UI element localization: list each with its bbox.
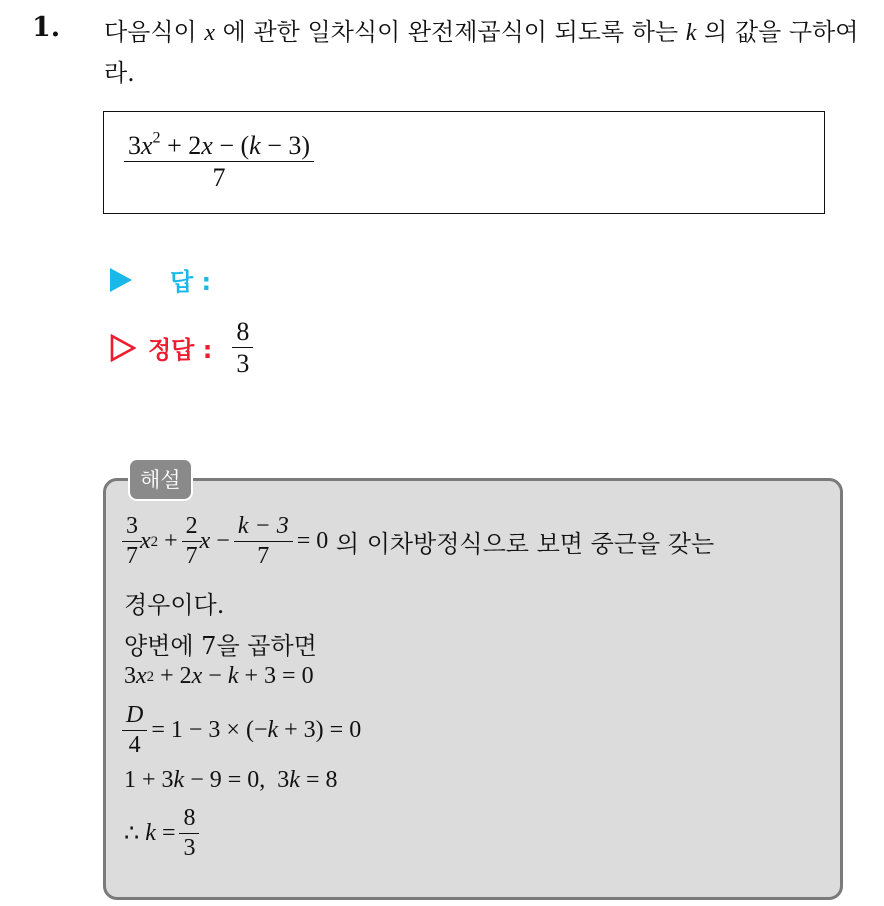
correct-answer-label: 정답 : <box>148 336 213 365</box>
term: − 9 = 0, 3 <box>184 767 290 793</box>
var-k: k <box>145 820 156 847</box>
fraction-denominator: 7 <box>234 541 293 569</box>
variable-k: k <box>685 20 697 46</box>
fraction <box>181 806 197 861</box>
fraction-numerator: 2 <box>185 513 198 539</box>
question-text-before: 다음식이 <box>104 18 205 46</box>
exponent: 2 <box>152 129 161 147</box>
variable-x: x <box>204 20 216 46</box>
expression-denominator: 7 <box>124 161 314 191</box>
term: + 2 <box>154 663 192 689</box>
var-x: x <box>191 663 203 689</box>
operator: = <box>155 820 182 847</box>
fraction-denominator: 3 <box>232 347 253 377</box>
fraction-denominator: 7 <box>122 541 142 569</box>
term: = 8 <box>299 767 338 793</box>
solution-tag: 해설 <box>128 458 193 501</box>
question-text <box>104 12 874 93</box>
fraction-denominator: 4 <box>122 730 147 758</box>
equals-zero: = 0 <box>290 528 329 555</box>
expression-fraction <box>126 129 312 193</box>
question-number: 1. <box>32 12 61 43</box>
var-x: x <box>141 131 153 160</box>
fraction-denominator: 3 <box>179 833 199 861</box>
solution-line-2: 경우이다. <box>124 591 225 619</box>
term: 3 <box>124 663 136 689</box>
solution-line-5 <box>124 703 361 758</box>
correct-answer-value <box>234 318 251 378</box>
solution-line-3: 양변에 7을 곱하면 <box>124 632 317 660</box>
var-k: k <box>289 767 300 793</box>
solution-line-7 <box>124 806 197 861</box>
fraction <box>236 514 291 569</box>
term: − ( <box>212 131 250 160</box>
fraction <box>124 703 145 758</box>
fraction-numerator: D <box>126 702 144 728</box>
answer-label: 답 : <box>170 268 212 296</box>
question-text-middle: 에 관한 일차식이 완전제곱식이 되도록 하는 <box>215 18 686 46</box>
var-k: k <box>267 717 279 744</box>
fraction-numerator: 3 <box>126 513 138 539</box>
var-x: x <box>136 663 147 689</box>
fraction <box>124 514 140 569</box>
fraction-numerator: k − 3 <box>237 513 289 539</box>
term: 1 + 3 <box>124 767 174 793</box>
var-k: k <box>249 131 261 160</box>
var-k: k <box>173 767 185 793</box>
term: = 1 − 3 × (− <box>145 717 268 744</box>
fraction-numerator: 8 <box>183 805 196 831</box>
var-x: x <box>201 131 213 160</box>
expression-box <box>103 111 825 214</box>
therefore-symbol: ∴ <box>124 821 146 848</box>
solution-line-1: $\frac{3}{7}$ x 2 + $\frac{2}{7}$ x − $\frac{k - 3}{7}$ = 0 의 이차방정식으로 보면 중근을 갖는 <box>124 514 714 569</box>
term: + 3) = 0 <box>278 717 362 744</box>
term: − 3) <box>260 131 311 160</box>
question-text-after: 의 값을 구하여라. <box>104 18 859 87</box>
term: + 2 <box>160 131 202 160</box>
correct-answer-row <box>110 318 251 378</box>
fraction-denominator: 7 <box>182 541 202 569</box>
fraction <box>184 514 200 569</box>
term: + 3 = 0 <box>238 663 314 689</box>
play-triangle-icon <box>110 268 132 292</box>
var-x: x <box>140 528 151 555</box>
solution-line-4: 3 x 2 + 2 x − k + 3 = 0 <box>124 663 314 689</box>
var-k: k <box>227 663 239 689</box>
operator: + <box>158 528 184 555</box>
operator: − <box>202 663 228 689</box>
solution-line-6 <box>124 767 337 794</box>
expression-numerator <box>126 129 312 161</box>
answer-row <box>110 262 211 297</box>
fraction-numerator: 8 <box>236 317 250 346</box>
outline-triangle-icon <box>110 334 136 362</box>
solution-text: 의 이차방정식으로 보면 중근을 갖는 <box>328 530 715 559</box>
coef: 3 <box>128 131 141 160</box>
var-x: x <box>199 528 211 555</box>
operator: − <box>210 528 236 555</box>
